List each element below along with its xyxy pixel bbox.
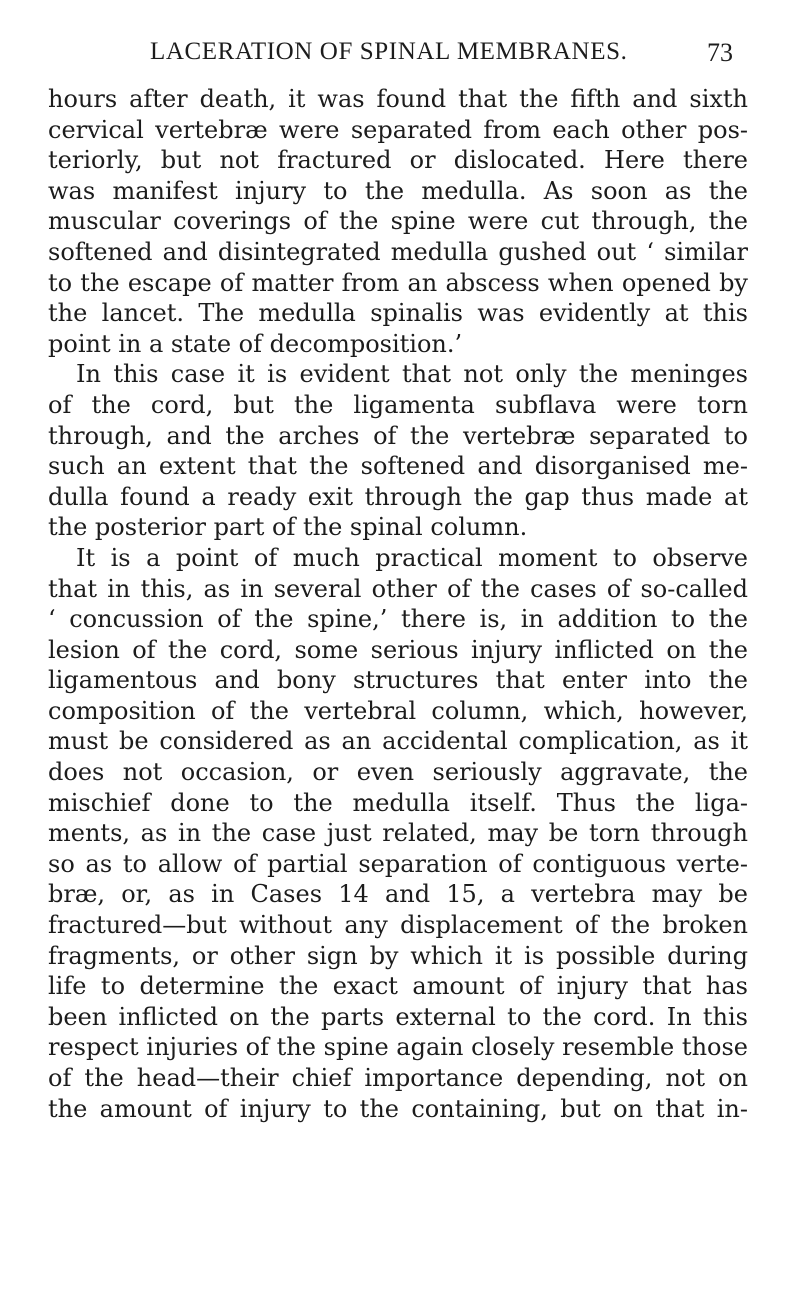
text-line: to the escape of matter from an abscess when opened by [48, 268, 748, 297]
text-line: ligamentous and bony structures that enter into the [48, 666, 748, 695]
text-line: lesion of the cord, some serious injury inflicted on the [48, 635, 748, 664]
text-line: that in this, as in several other of the cases of so-called [48, 574, 748, 603]
text-line: dulla found a ready exit through the gap thus made at [48, 482, 748, 511]
text-line: the posterior part of the spinal column. [48, 513, 528, 542]
text-line: hours after death, it was found that the fifth and sixth [48, 85, 748, 113]
text-line: bræ, or, as in Cases 14 and 15, a vertebra may be [48, 880, 748, 909]
running-head [138, 38, 733, 68]
text-line: muscular coverings of the spine were cut through, the [48, 207, 748, 236]
text-line: such an extent that the softened and disorganised me- [48, 452, 748, 481]
body-text [48, 84, 748, 1124]
text-line: of the cord, but the ligamenta subflava were torn [48, 390, 748, 419]
text-line: In this case it is evident that not only the meninges [76, 360, 748, 389]
text-line: the lancet. The medulla spinalis was evidently at this [48, 299, 748, 328]
running-title: LACERATION OF SPINAL MEMBRANES. [150, 38, 628, 65]
text-line: softened and disintegrated medulla gushed out ‘ similar [48, 237, 748, 266]
text-line: respect injuries of the spine again closely resemble those [48, 1033, 748, 1062]
text-line: ments, as in the case just related, may be torn through [48, 819, 748, 848]
text-line: fractured—but without any displacement of the broken [48, 911, 748, 940]
text-line: mischief done to the medulla itself. Thus the liga- [48, 788, 748, 817]
text-line: of the head—their chief importance depending, not on [48, 1064, 748, 1092]
text-line: through, and the arches of the vertebræ separated to [48, 421, 748, 450]
text-line: the amount of injury to the containing, but on that in- [48, 1094, 748, 1123]
text-line: teriorly, but not fractured or dislocated. Here there [48, 146, 748, 175]
text-line: must be considered as an accidental complication, as it [48, 727, 748, 756]
text-line: cervical vertebræ were separated from each other pos- [48, 115, 748, 144]
page-number: 73 [707, 38, 733, 67]
text-line: life to determine the exact amount of injury that has [48, 972, 748, 1001]
text-line: It is a point of much practical moment to observe [76, 543, 748, 572]
text-line: was manifest injury to the medulla. As soon as the [48, 176, 748, 205]
text-line: does not occasion, or even seriously aggravate, the [48, 758, 748, 787]
text-line: been inflicted on the parts external to the cord. In this [48, 1002, 748, 1031]
text-line: composition of the vertebral column, which, however, [48, 696, 748, 725]
text-line: fragments, or other sign by which it is possible during [48, 941, 748, 970]
text-line: so as to allow of partial separation of contiguous verte- [48, 849, 748, 878]
text-line: point in a state of decomposition.’ [48, 329, 463, 358]
text-line: ‘ concussion of the spine,’ there is, in addition to the [48, 605, 748, 634]
